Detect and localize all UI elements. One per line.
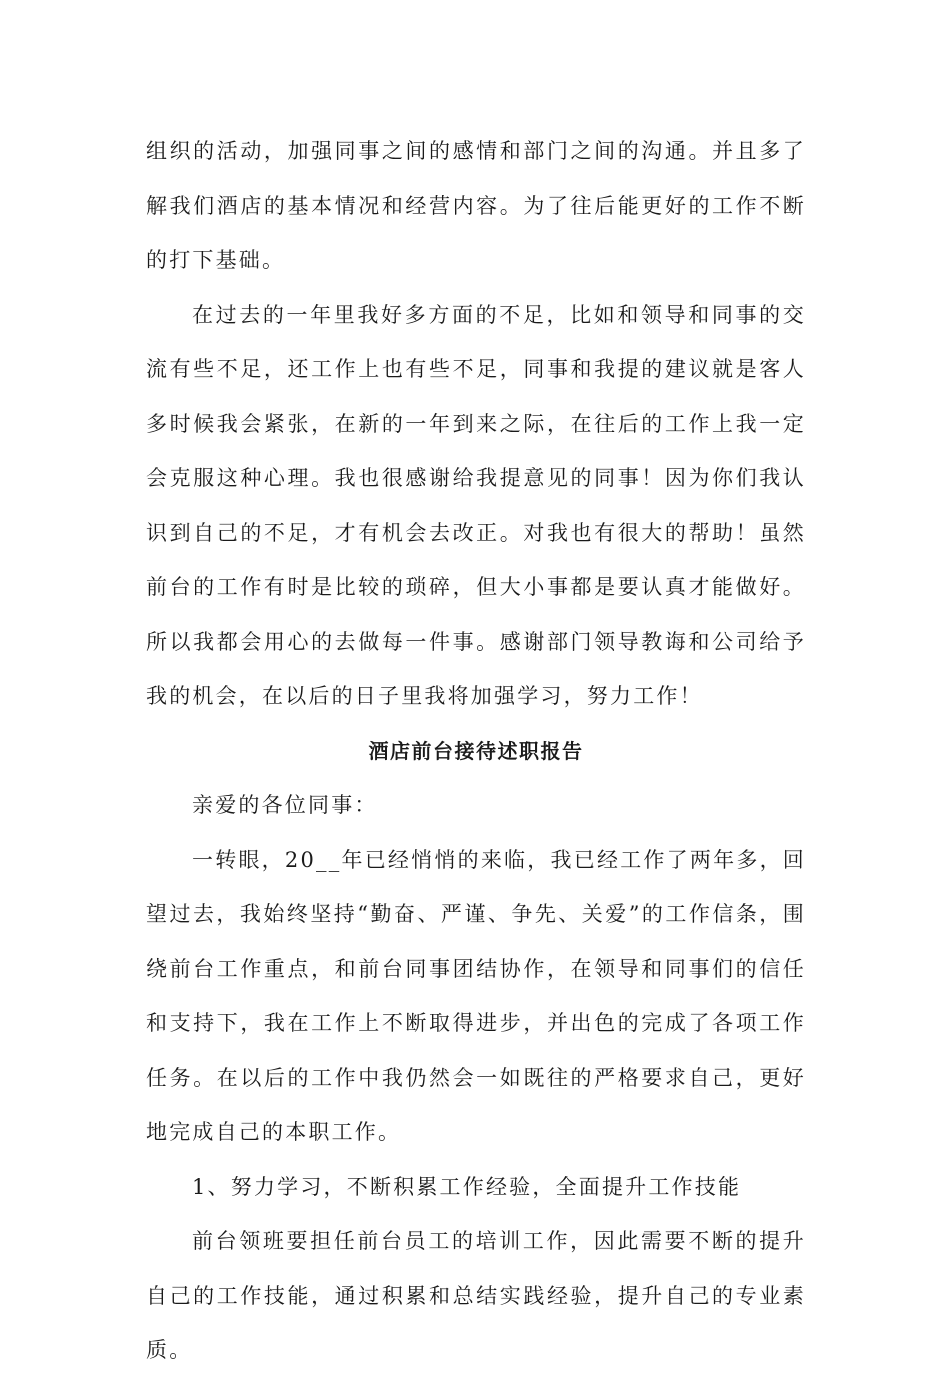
subheading-1: 1、努力学习，不断积累工作经验，全面提升工作技能 (192, 1174, 742, 1199)
document-body (146, 124, 806, 1378)
paragraph-4: 前台领班要担任前台员工的培训工作，因此需要不断的提升自己的工作技能，通过积累和总结实践经验，提升自己的专业素质。 (146, 1229, 806, 1362)
greeting: 亲爱的各位同事： (192, 793, 378, 817)
paragraph-1: 组织的活动，加强同事之间的感情和部门之间的沟通。并且多了解我们酒店的基本情况和经营内容。为了往后能更好的工作不断的打下基础。 (146, 139, 806, 272)
paragraph-3: 一转眼，20__年已经悄悄的来临，我已经工作了两年多，回望过去，我始终坚持“勤奋、严谨、争先、关爱”的工作信条，围绕前台工作重点，和前台同事团结协作，在领导和同事们的信任和支持下，我在工作上不断取得进步，并出色的完成了各项工作任务。在以后的工作中我仍然会一如既往的严格要求自己，更好地完成自己的本职工作。 (146, 847, 806, 1144)
paragraph-2: 在过去的一年里我好多方面的不足，比如和领导和同事的交流有些不足，还工作上也有些不足，同事和我提的建议就是客人多时候我会紧张，在新的一年到来之际，在往后的工作上我一定会克服这种心理。我也很感谢给我提意见的同事！因为你们我认识到自己的不足，才有机会去改正。对我也有很大的帮助！虽然前台的工作有时是比较的琐碎，但大小事都是要认真才能做好。所以我都会用心的去做每一件事。感谢部门领导教诲和公司给予我的机会，在以后的日子里我将加强学习，努力工作！ (146, 302, 806, 708)
section-title: 酒店前台接待述职报告 (368, 738, 584, 763)
